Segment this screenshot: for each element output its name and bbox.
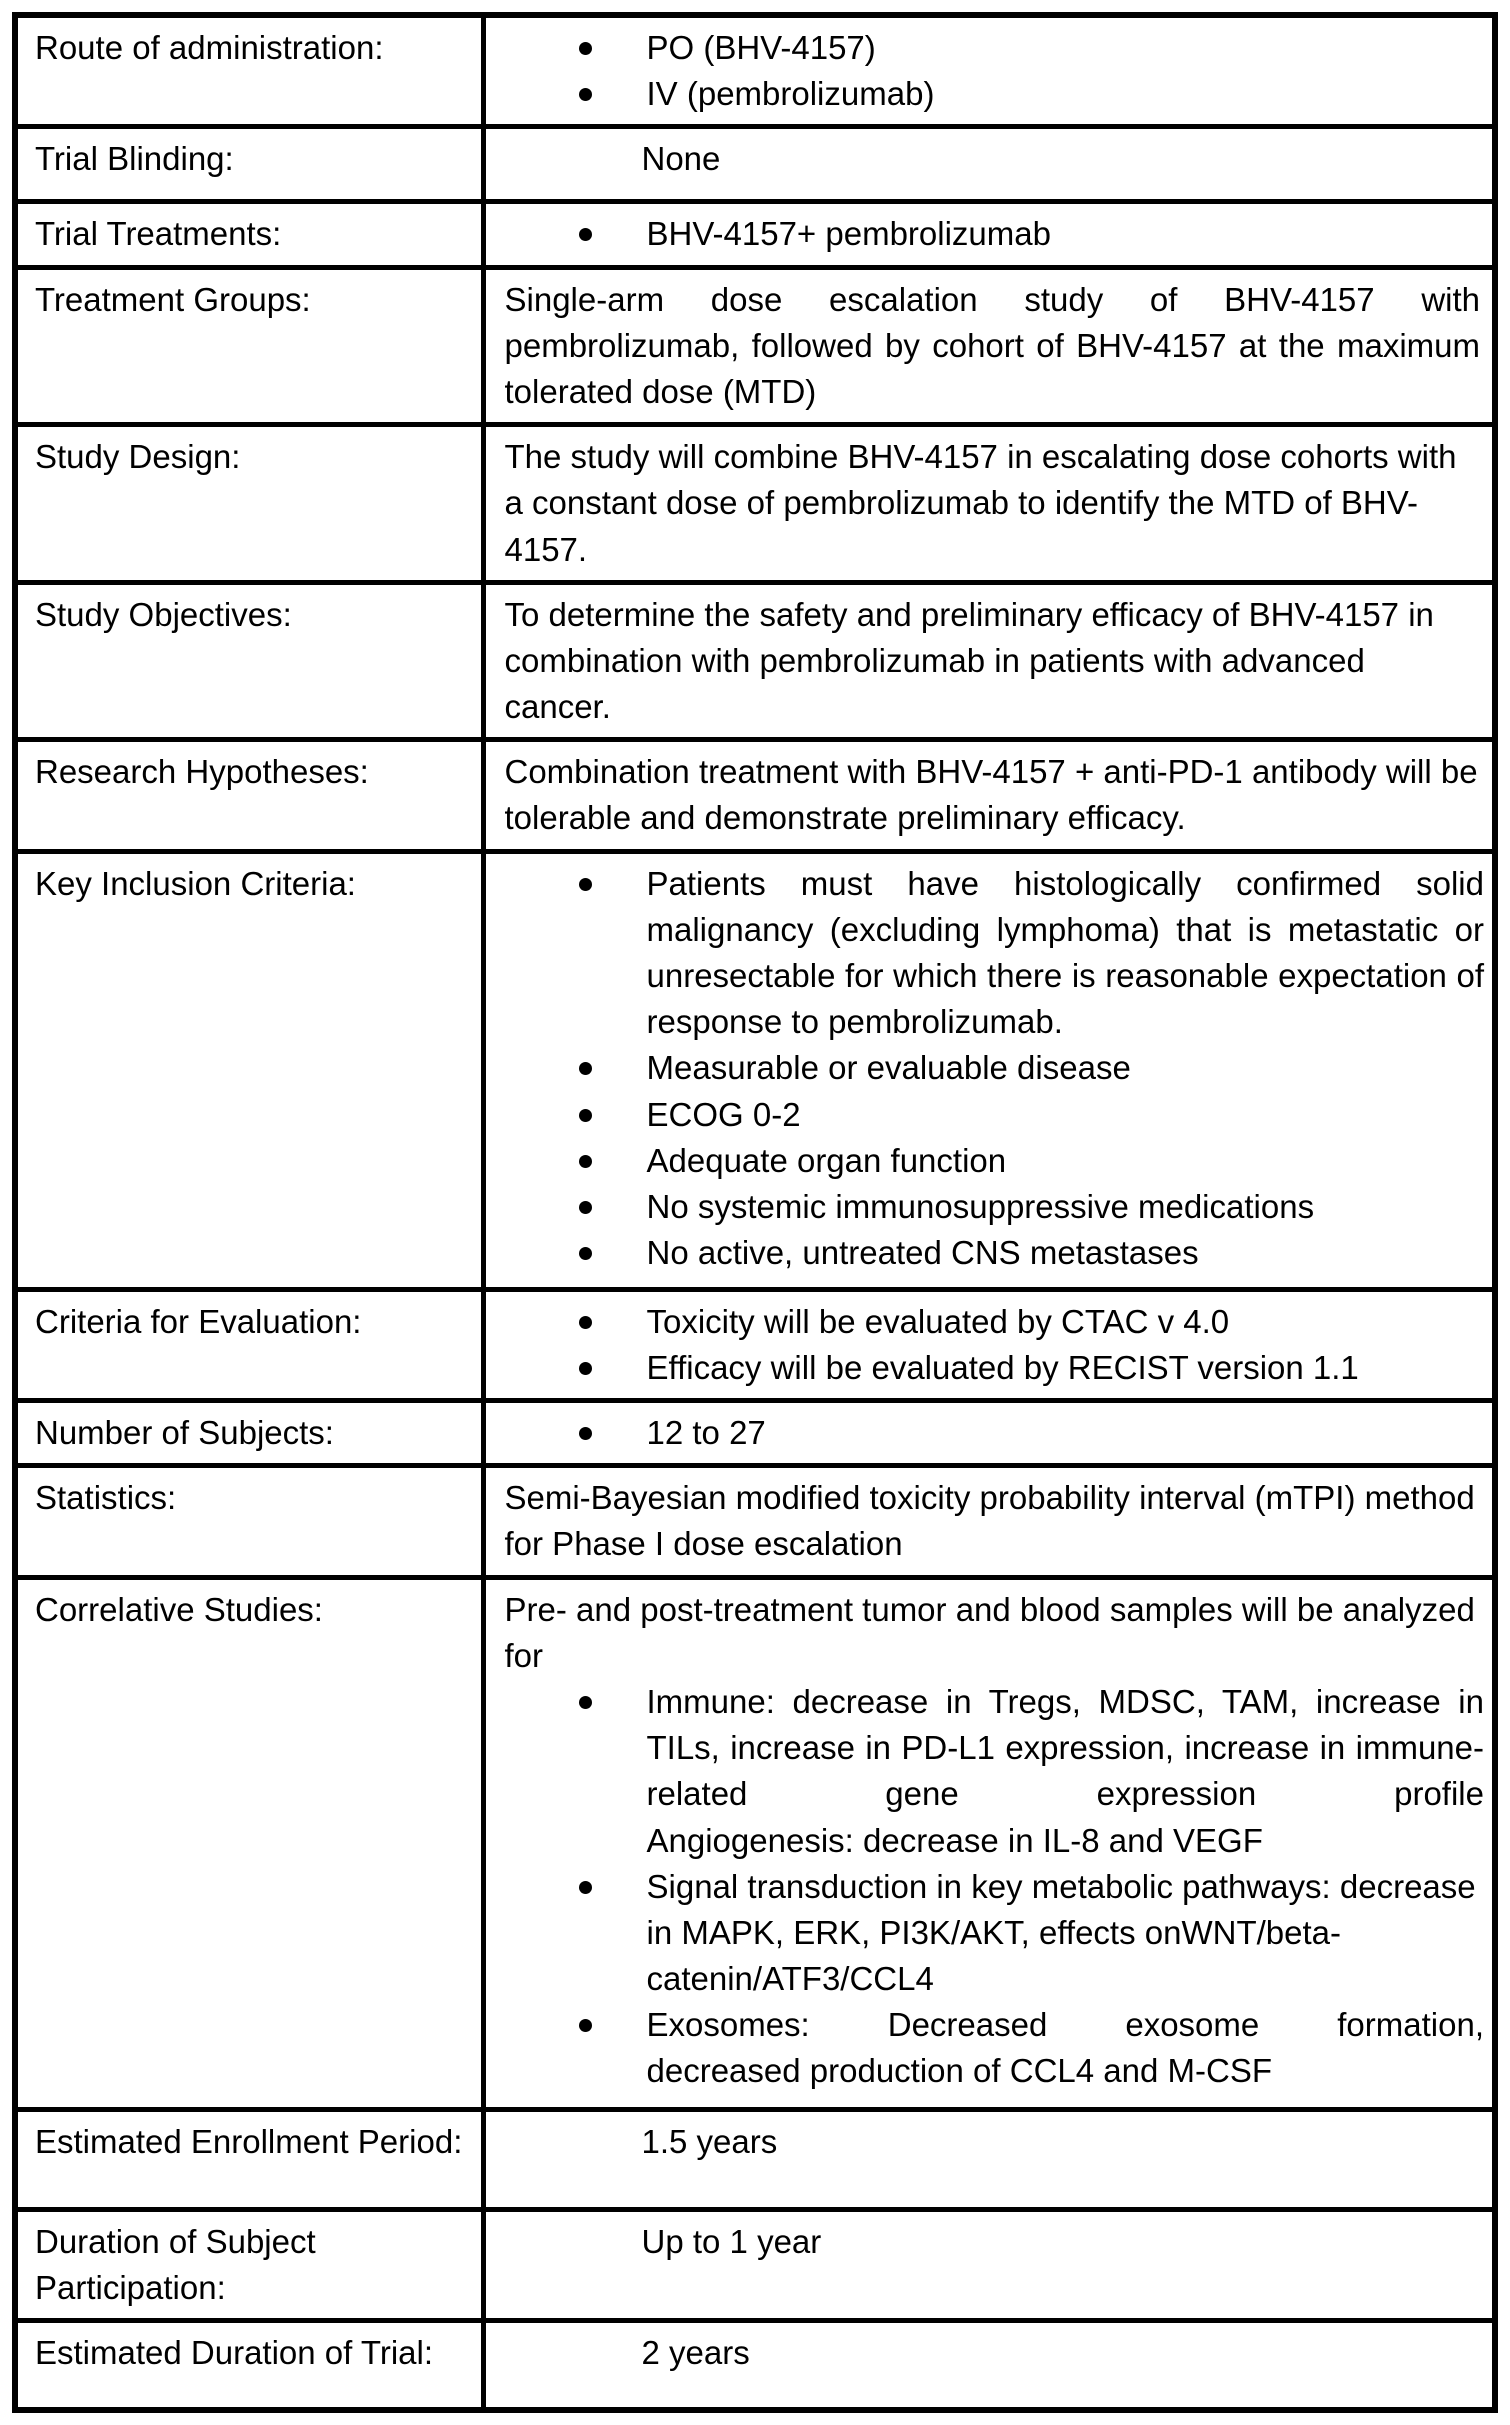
bullet-icon: [579, 1696, 592, 1709]
bullet-text: 12 to 27: [646, 1414, 766, 1451]
row-criteria-for-evaluation: [15, 1289, 1495, 1400]
bullet-icon: [579, 42, 592, 55]
row-label: Key Inclusion Criteria:: [15, 851, 483, 1289]
list-item: [486, 71, 1493, 117]
list-item: [486, 861, 1493, 1046]
row-content: [483, 851, 1495, 1289]
row-paragraph: Combination treatment with BHV-4157 + anti-PD-1 antibody will be tolerable and demonstrate preliminary efficacy.: [504, 753, 1478, 837]
row-treatment-groups: [15, 267, 1495, 425]
bullet-text-segment: Signal transduction in key metabolic pathways: decrease in MAPK, ERK, PI3K/AKT, effects onWNT/beta-catenin/ATF3/CCL4: [646, 1867, 1476, 1998]
bullet-text: [647, 1864, 1493, 2003]
row-estimated-duration-of-trial: [15, 2320, 1495, 2410]
bullet-text: BHV-4157+ pembrolizumab: [646, 215, 1051, 253]
row-label: Correlative Studies:: [15, 1577, 483, 2109]
row-route-of-administration: [15, 15, 1495, 127]
row-label: Route of administration:: [15, 15, 483, 127]
bullet-icon: [579, 1062, 592, 1075]
list-item: [486, 1092, 1493, 1138]
bullet-icon: [579, 1201, 592, 1214]
row-value: 1.5 years: [641, 2122, 778, 2160]
row-content: [483, 267, 1495, 425]
list-item: [486, 1299, 1493, 1345]
list-item: [486, 1410, 1493, 1456]
bullet-text-segment: Exosomes: Decreased exosome formation,: [646, 2006, 1484, 2044]
bullet-icon: [579, 2019, 592, 2032]
bullet-text-segment: Immune: decrease in Tregs, MDSC, TAM, increase in TILs, increase in PD-L1 expression, increase in immune-related gene expression profile: [646, 1682, 1484, 1813]
row-paragraph: Single-arm dose escalation study of BHV-4157 with pembrolizumab, followed by cohort of BHV-4157 at the maximum tolerated dose (MTD): [504, 280, 1480, 410]
row-value: None: [641, 140, 721, 178]
list-item: [486, 211, 1493, 257]
bullet-text: No active, untreated CNS metastases: [646, 1234, 1199, 1272]
bullet-text: Adequate organ function: [646, 1141, 1007, 1179]
row-study-design: [15, 425, 1495, 583]
row-paragraph: To determine the safety and preliminary efficacy of BHV-4157 in combination with pembrolizumab in patients with advanced cancer.: [504, 595, 1434, 726]
row-label: Trial Blinding:: [15, 127, 483, 202]
row-content: [483, 2109, 1495, 2209]
row-research-hypotheses: [15, 740, 1495, 851]
bullet-text: Efficacy will be evaluated by RECIST version 1.1: [646, 1348, 1359, 1386]
row-label: Estimated Enrollment Period:: [15, 2109, 483, 2209]
row-label: Research Hypotheses:: [15, 740, 483, 851]
row-label: Study Objectives:: [15, 582, 483, 740]
bullet-text: IV (pembrolizumab): [646, 75, 935, 113]
row-content: [483, 582, 1495, 740]
row-label: Treatment Groups:: [15, 267, 483, 425]
row-statistics: [15, 1466, 1495, 1577]
list-item: [486, 1138, 1493, 1184]
bullet-text: Measurable or evaluable disease: [646, 1049, 1131, 1087]
row-paragraph: Pre- and post-treatment tumor and blood samples will be analyzed for: [504, 1590, 1475, 1674]
list-item: [486, 1864, 1493, 2003]
bullet-text: Patients must have histologically confirmed solid malignancy (excluding lymphoma) that is metastatic or unresectable for which there is reasonable expectation of response to pembrolizumab.: [646, 864, 1484, 1041]
row-trial-treatments: [15, 202, 1495, 267]
list-item: [486, 1184, 1493, 1230]
row-paragraph: Semi-Bayesian modified toxicity probability interval (mTPI) method for Phase I dose escalation: [504, 1479, 1475, 1563]
bullet-text: PO (BHV-4157): [646, 29, 876, 66]
bullet-icon: [579, 228, 592, 241]
row-content: [483, 1577, 1495, 2109]
row-label: Criteria for Evaluation:: [15, 1289, 483, 1400]
bullet-text: No systemic immunosuppressive medications: [646, 1187, 1315, 1225]
row-content: [483, 425, 1495, 583]
list-item: [486, 1679, 1493, 1864]
bullet-text-segment: Angiogenesis: decrease in IL-8 and VEGF: [646, 1821, 1263, 1859]
bullet-icon: [579, 1881, 592, 1894]
bullet-text-segment: decreased production of CCL4 and M-CSF: [646, 2052, 1272, 2090]
row-content: [483, 15, 1495, 127]
list-item: [486, 1045, 1493, 1091]
row-content: [483, 1466, 1495, 1577]
list-item: [486, 2002, 1493, 2094]
row-key-inclusion-criteria: [15, 851, 1495, 1289]
row-trial-blinding: [15, 127, 1495, 202]
bullet-icon: [579, 1362, 592, 1375]
row-label: Number of Subjects:: [15, 1401, 483, 1466]
list-item: [486, 25, 1493, 71]
bullet-text: ECOG 0-2: [646, 1095, 801, 1133]
row-value: Up to 1 year: [641, 2222, 822, 2260]
row-content: [483, 2320, 1495, 2410]
list-item: [486, 1230, 1493, 1276]
row-label: Study Design:: [15, 425, 483, 583]
row-value: 2 years: [641, 2333, 750, 2371]
row-number-of-subjects: [15, 1401, 1495, 1466]
bullet-icon: [579, 1247, 592, 1260]
row-label: Estimated Duration of Trial:: [15, 2320, 483, 2410]
trial-synopsis-table: [12, 12, 1498, 2413]
bullet-text: [647, 1679, 1493, 1864]
bullet-text: Toxicity will be evaluated by CTAC v 4.0: [646, 1302, 1230, 1340]
row-duration-of-subject-participation: [15, 2209, 1495, 2320]
row-content: [483, 740, 1495, 851]
bullet-icon: [579, 88, 592, 101]
row-estimated-enrollment-period: [15, 2109, 1495, 2209]
row-content: [483, 2209, 1495, 2320]
bullet-icon: [579, 1109, 592, 1122]
row-content: [483, 1401, 1495, 1466]
bullet-icon: [579, 878, 592, 891]
bullet-icon: [579, 1316, 592, 1329]
bullet-text: [647, 2002, 1493, 2094]
row-content: [483, 127, 1495, 202]
list-item: [486, 1345, 1493, 1391]
bullet-icon: [579, 1427, 592, 1440]
row-correlative-studies: [15, 1577, 1495, 2109]
bullet-icon: [579, 1155, 592, 1168]
row-label: Trial Treatments:: [15, 202, 483, 267]
row-paragraph: The study will combine BHV-4157 in escalating dose cohorts with a constant dose of pembrolizumab to identify the MTD of BHV-4157.: [504, 438, 1457, 568]
row-label: Duration of Subject Participation:: [15, 2209, 483, 2320]
row-content: [483, 202, 1495, 267]
row-study-objectives: [15, 582, 1495, 740]
row-label: Statistics:: [15, 1466, 483, 1577]
row-content: [483, 1289, 1495, 1400]
